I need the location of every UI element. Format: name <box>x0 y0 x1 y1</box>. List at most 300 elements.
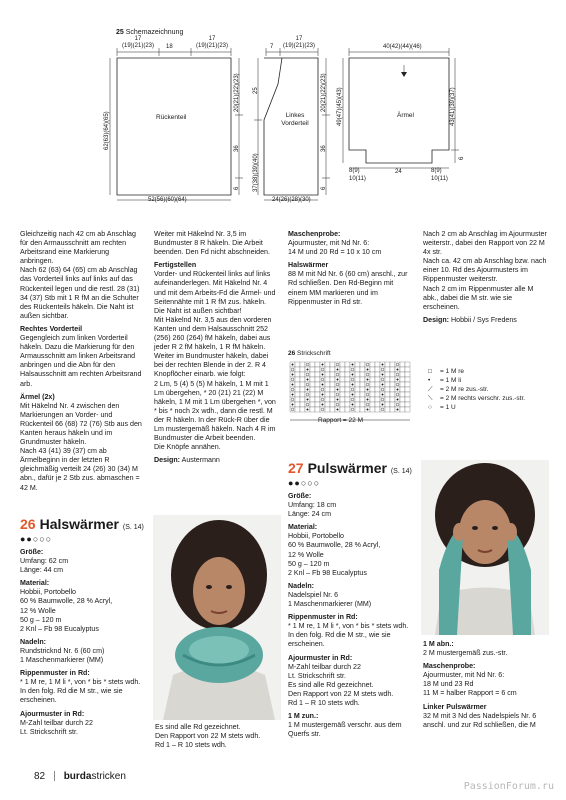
chart-cell <box>375 372 380 377</box>
s27-increase: 1 M mustergemäß verschr. aus dem Querfs str. <box>288 721 402 739</box>
legend-text: = 2 M re zus.-str. <box>440 386 489 393</box>
chart-cell <box>290 397 295 402</box>
legend-symbol: • <box>428 377 431 384</box>
chart-cell <box>330 392 335 397</box>
front-left-upper-dim: 25 <box>253 87 259 94</box>
chart-cell <box>400 372 405 377</box>
chart-symbol <box>352 394 354 396</box>
legend-symbol: □ <box>428 368 432 375</box>
chart-cell <box>385 362 390 367</box>
chart-cell <box>400 407 405 412</box>
chart-cell <box>355 377 360 382</box>
s27-size: Umfang: 18 cm Länge: 24 cm <box>288 501 337 519</box>
chart-cell <box>345 377 350 382</box>
chart-cell <box>350 367 355 372</box>
chart-cell <box>325 362 330 367</box>
chart-cell <box>325 377 330 382</box>
chart-symbol <box>352 374 354 376</box>
chart-cell <box>290 377 295 382</box>
brand-rest: stricken <box>91 771 126 782</box>
chart-cell <box>360 377 365 382</box>
sleeve-right-bottom-dim: 6 <box>459 156 465 160</box>
photo-wrist-warmers <box>421 460 549 635</box>
chart-cell <box>365 402 370 407</box>
chart-symbol <box>367 399 369 401</box>
chart-cell <box>320 387 325 392</box>
chart-cell <box>385 367 390 372</box>
chart-cell <box>385 387 390 392</box>
c4b-decrease: 2 M mustergemäß zus.-str. <box>423 649 508 658</box>
chart-cell <box>320 367 325 372</box>
watermark-text: PassionForum.ru <box>463 781 554 792</box>
legend-text: = 1 M li <box>440 377 462 384</box>
chart-cell <box>330 367 335 372</box>
section-26-page-ref: (S. 14) <box>122 524 144 531</box>
chart-cell <box>290 387 295 392</box>
chart-cell <box>340 382 345 387</box>
chart-cell <box>355 387 360 392</box>
front-right-upper-dim: 20(21)(22)(23) <box>321 73 327 112</box>
chart-cell <box>370 407 375 412</box>
chart-symbol <box>367 379 369 381</box>
chart-cell <box>325 397 330 402</box>
chart-cell <box>400 392 405 397</box>
chart-cell <box>380 407 385 412</box>
legend-text: = 1 U <box>440 404 456 411</box>
chart-symbol <box>352 404 354 406</box>
s26-heading-rib: Rippenmuster in Rd: <box>20 669 90 678</box>
chart-cell <box>370 402 375 407</box>
down-arrow-icon <box>401 72 407 77</box>
s27-heading-ajour: Ajourmuster in Rd: <box>288 653 353 662</box>
chart-cell <box>385 402 390 407</box>
legend-symbol: ⟋ <box>428 386 433 393</box>
chart-cell <box>315 402 320 407</box>
chart-cell <box>295 397 300 402</box>
chart-symbol <box>337 409 339 411</box>
chart-cell <box>365 382 370 387</box>
chart-cell <box>400 382 405 387</box>
front-top-left-dim: 7 <box>270 44 274 50</box>
chart-cell <box>400 367 405 372</box>
chart-symbol <box>397 379 399 381</box>
back-piece-outline <box>117 58 231 195</box>
sleeve-label: Ärmel <box>397 112 414 119</box>
chart-cell <box>330 397 335 402</box>
chart-cell <box>375 407 380 412</box>
col2-design-value: Austermann <box>181 456 220 465</box>
chart-cell <box>325 367 330 372</box>
chart-cell <box>305 392 310 397</box>
schematic-title-text: Schemazeichnung <box>125 29 184 36</box>
schematic-number: 25 <box>116 29 124 36</box>
section-26-number: 26 <box>20 516 36 532</box>
col4-design-value: Hobbii / Sys Fredens <box>451 315 517 324</box>
back-top-left-dim: 17 (19)(21)(23) <box>121 36 154 49</box>
chart-cell <box>300 372 305 377</box>
chart-cell <box>380 397 385 402</box>
chart-cell <box>295 407 300 412</box>
section-26-text <box>20 548 144 741</box>
chart-cell <box>360 372 365 377</box>
chart-cell <box>295 377 300 382</box>
chart-symbol <box>322 364 324 366</box>
chart-symbol <box>382 374 384 376</box>
s27-heading-material: Material: <box>288 523 318 532</box>
sleeve-top-dim: 40(42)(44)(46) <box>383 44 422 50</box>
chart-cell <box>300 382 305 387</box>
chart-cell <box>370 397 375 402</box>
chart-cell <box>330 372 335 377</box>
chart-cell <box>350 397 355 402</box>
col1-heading-front: Rechtes Vorderteil <box>20 324 83 333</box>
legend-item <box>428 377 461 384</box>
chart-cell <box>360 402 365 407</box>
chart-cell <box>340 392 345 397</box>
chart-cell <box>355 402 360 407</box>
chart-cell <box>385 407 390 412</box>
col4-para-1: Nach 2 cm ab Anschlag im Ajourmuster weiterstr., dabei den Rapport von 22 M 4x str. Nach ca. 42 cm ab Anschlag bzw. nach einer 10. Rd des Ajourmusters im Rippenmuster weiterstr. Nach 2 cm im Rippenmuster alle M abk., dabei die M str. wie sie erscheinen. <box>423 230 547 311</box>
legend-text: = 2 M rechts verschr. zus.-str. <box>440 395 526 402</box>
chart-symbol <box>337 369 339 371</box>
chart-cell <box>340 362 345 367</box>
chart-symbol <box>307 409 309 411</box>
chart-cell <box>405 377 410 382</box>
chart-cell <box>395 382 400 387</box>
chart-cell <box>335 392 340 397</box>
chart-cell <box>340 397 345 402</box>
chart-cell <box>375 377 380 382</box>
chart-cell <box>320 397 325 402</box>
chart-cell <box>360 407 365 412</box>
column-4-lower <box>423 640 547 734</box>
chart-symbol <box>307 399 309 401</box>
chart-symbol <box>382 394 384 396</box>
chart-cell <box>345 387 350 392</box>
chart-symbol <box>322 404 324 406</box>
chart-cell <box>330 382 335 387</box>
chart-cell <box>370 367 375 372</box>
chart-cell <box>390 397 395 402</box>
chart-cell <box>380 367 385 372</box>
column-1 <box>20 230 144 497</box>
s26-heading-ajour: Ajourmuster in Rd: <box>20 709 85 718</box>
chart-cell <box>315 382 320 387</box>
chart-cell <box>295 402 300 407</box>
chart-cell <box>355 382 360 387</box>
section-27-page-ref: (S. 14) <box>390 468 412 475</box>
chart-cell <box>405 367 410 372</box>
chart-cell <box>340 372 345 377</box>
s26-material: Hobbii, Portobello 60 % Baumwolle, 28 % Acryl, 12 % Wolle 50 g – 120 m 2 Knl – Fb 98 Eucalyptus <box>20 588 113 633</box>
c4b-heading-left: Linker Pulswärmer <box>423 702 487 711</box>
chart-cell <box>310 377 315 382</box>
s27-ajour: M-Zahl teilbar durch 22 Lt. Strickschrift str. Es sind alle Rd gezeichnet. Den Rapport von 22 M stets wdh. Rd 1 – R 10 stets wdh. <box>288 662 394 707</box>
chart-symbol <box>367 369 369 371</box>
chart-cell <box>300 377 305 382</box>
chart-cell <box>350 387 355 392</box>
chart-cell <box>295 382 300 387</box>
chart-symbol <box>382 384 384 386</box>
legend-item <box>428 404 456 411</box>
chart-cell <box>330 402 335 407</box>
chart-cell <box>345 407 350 412</box>
chart-cell <box>295 372 300 377</box>
chart-cell <box>385 372 390 377</box>
chart-number: 26 <box>288 350 296 357</box>
s27-material: Hobbii, Portobello 60 % Baumwolle, 28 % Acryl, 12 % Wolle 50 g – 120 m 2 Knl – Fb 98 Eucalyptus <box>288 532 381 577</box>
chart-cell <box>320 377 325 382</box>
column-2 <box>154 230 278 469</box>
page-footer <box>34 771 126 782</box>
col1-heading-sleeve: Ärmel (2x) <box>20 392 55 401</box>
chart-symbol <box>292 404 294 406</box>
chart-cell <box>325 382 330 387</box>
c4b-gauge: Ajourmuster, mit Nd Nr. 6: 18 M und 23 Rd 11 M = halber Rapport = 6 cm <box>423 671 517 698</box>
chart-cell <box>315 377 320 382</box>
chart-cell <box>300 402 305 407</box>
col3-heading-gauge: Maschenprobe: <box>288 230 341 238</box>
chart-cell <box>405 382 410 387</box>
chart-cell <box>340 402 345 407</box>
chart-cell <box>300 407 305 412</box>
chart-cell <box>355 397 360 402</box>
s27-heading-needles: Nadeln: <box>288 581 315 590</box>
s26-rib: * 1 M re, 1 M li *, von * bis * stets wdh. In den folg. Rd die M str., wie sie erscheinen. <box>20 678 141 705</box>
chart-cell <box>385 377 390 382</box>
chart-cell <box>405 392 410 397</box>
chart-cell <box>390 407 395 412</box>
chart-cell <box>310 397 315 402</box>
difficulty-rating-26: ●●○○○ <box>20 534 53 544</box>
chart-cell <box>405 372 410 377</box>
chart-cell <box>370 392 375 397</box>
photo-neck-warmer <box>153 515 281 720</box>
s26-needles: Rundstricknd Nr. 6 (60 cm) 1 Maschenmarkierer (MM) <box>20 646 105 665</box>
chart-title <box>288 350 331 357</box>
col1-para-1: Gleichzeitig nach 42 cm ab Anschlag für den Armausschnitt am rechten Arbeitsrand eine Markierung anbringen. Nach 62 (63) 64 (65) cm ab Anschlag das Vorderteil links auf links auf das Rückenteil legen und die restl. 28 (31) 34 (37) Stb mit 1 R fM an die Schulter des Rückenteils häkeln. Die Naht ist außen sichtbar. <box>20 230 140 320</box>
chart-cell <box>350 377 355 382</box>
s26-size: Umfang: 62 cm Länge: 44 cm <box>20 557 69 575</box>
col3-heading-neck: Halswärmer <box>288 261 329 270</box>
chart-cell <box>390 362 395 367</box>
chart-cell <box>375 382 380 387</box>
chart-cell <box>345 402 350 407</box>
chart-symbol <box>322 374 324 376</box>
chart-symbol <box>397 399 399 401</box>
chart-cell <box>290 407 295 412</box>
chart-cell <box>345 382 350 387</box>
chart-symbol <box>337 379 339 381</box>
chart-cell <box>360 392 365 397</box>
chart-cell <box>330 387 335 392</box>
chart-cell <box>405 407 410 412</box>
s27-heading-rib: Rippenmuster in Rd: <box>288 613 358 622</box>
chart-symbol <box>292 364 294 366</box>
chart-cell <box>335 382 340 387</box>
section-27-title <box>288 460 412 476</box>
chart-cell <box>300 362 305 367</box>
chart-cell <box>330 362 335 367</box>
legend-symbol: ⟍ <box>428 395 433 402</box>
chart-cell <box>360 362 365 367</box>
chart-symbol <box>382 364 384 366</box>
section-27-number: 27 <box>288 460 304 476</box>
chart-cell <box>400 377 405 382</box>
chart-cell <box>380 387 385 392</box>
chart-cell <box>310 407 315 412</box>
sleeve-bottom-left-dim: 8(9) 10(11) <box>349 168 366 182</box>
chart-cell <box>390 382 395 387</box>
sleeve-outline <box>349 58 449 163</box>
chart-cell <box>325 392 330 397</box>
chart-cell <box>330 377 335 382</box>
chart-cell <box>385 382 390 387</box>
chart-cell <box>400 387 405 392</box>
chart-cell <box>355 392 360 397</box>
chart-cell <box>335 372 340 377</box>
chart-cell <box>355 407 360 412</box>
chart-cell <box>405 387 410 392</box>
chart-cell <box>315 367 320 372</box>
chart-symbol <box>337 399 339 401</box>
legend-item <box>428 395 525 403</box>
chart-cell <box>385 392 390 397</box>
chart-symbol <box>307 389 309 391</box>
chart-cell <box>310 402 315 407</box>
front-label: Linkes Vorderteil <box>281 112 309 127</box>
chart-cell <box>360 397 365 402</box>
chart-symbol <box>307 379 309 381</box>
col2-para-2: Vorder- und Rückenteil links auf links aufeinanderlegen. Mit Häkelnd Nr. 4 und mit dem Arbeits-Fd die Ärmel- und Seitennähte mit 1 R fM zus. häkeln. Die Naht ist außen sichtbar! Mit Häkelnd Nr. 3,5 aus den vorderen Kanten und dem Halsausschnitt 252 (256) 260 (264) fM häkeln, dabei aus jeder R 2 fM häkeln, 1 R fM häkeln. Weiter im Bundmuster häkeln, dabei bei der rechten Blende in der 2. R 4 Knopflöcher einarb. wie folgt: 2 Lm, 5 (4) 5 (5) M häkeln, 1 M mit 1 Lm übergehen, * 20 (21) 21 (22) M häkeln, 1 M mit 1 Lm übergehen *, von * bis * noch 2x wdh., dann die restl. M der R häkeln. In der Rück-R über die Lm mustergemäß häkeln. Nach 4 R im Bundmuster die Arbeit beenden. Die Knöpfe annähen. <box>154 270 276 452</box>
chart-symbol <box>337 389 339 391</box>
s26-heading-needles: Nadeln: <box>20 637 47 646</box>
chart-cell <box>310 362 315 367</box>
chart-cell <box>400 397 405 402</box>
chart-cell <box>390 392 395 397</box>
col1-para-2: Gegengleich zum linken Vorderteil häkeln. Dazu die Markierung für den Armausschnitt am linken Arbeitsrand anbringen und die Abn für den Halsausschnitt am rechten Arbeitsrand arb. <box>20 334 142 388</box>
s27-rib: * 1 M re, 1 M li *, von * bis * stets wdh. In den folg. Rd die M str., wie sie erscheinen. <box>288 622 409 649</box>
section-26-name: Halswärmer <box>39 516 119 532</box>
col1-para-3: Mit Häkelnd Nr. 4 zwischen den Markierungen an Vorder- und Rückenteil 66 (68) 72 (76) Stb aus den Kanten heraus häkeln und im Grundmuster häkeln. Nach 43 (41) 39 (37) cm ab Ärmelbeginn in der letzten R gleichmäßig verteilt 24 (26) 30 (34) M abn., dafür je 2 Stb zus. abmaschen = 42 M. <box>20 401 142 492</box>
chart-symbol <box>397 389 399 391</box>
chart-cell <box>330 407 335 412</box>
chart-cell <box>295 387 300 392</box>
chart-cell <box>315 397 320 402</box>
chart-cell <box>340 407 345 412</box>
front-top-right-dim: 17 (19)(21)(23) <box>282 36 315 49</box>
chart-cell <box>375 367 380 372</box>
chart-cell <box>375 397 380 402</box>
photo-26-caption: Es sind alle Rd gezeichnet. Den Rapport von 22 M stets wdh. Rd 1 – R 10 stets wdh. <box>155 723 261 750</box>
chart-cell <box>345 392 350 397</box>
chart-cell <box>325 372 330 377</box>
back-right-lower-dim: 36 <box>234 145 240 152</box>
back-top-mid-dim: 18 <box>166 44 173 50</box>
chart-cell <box>295 367 300 372</box>
chart-cell <box>340 367 345 372</box>
chart-cell <box>305 362 310 367</box>
chart-cell <box>290 367 295 372</box>
chart-symbol <box>322 384 324 386</box>
chart-cell <box>390 377 395 382</box>
legend-item <box>428 368 464 375</box>
col4-design-label: Design: <box>423 315 450 324</box>
column-3 <box>288 230 412 311</box>
s27-needles: Nadelspiel Nr. 6 1 Maschenmarkierer (MM) <box>288 590 372 609</box>
chart-cell <box>295 362 300 367</box>
chart-cell <box>360 367 365 372</box>
chart-cell <box>360 382 365 387</box>
chart-cell <box>375 387 380 392</box>
col3-para-2: 88 M mit Nd Nr. 6 (60 cm) anschl., zur Rd schließen. Den Rd-Beginn mit einem MM markieren und im Rippenmuster in Rd str. <box>288 270 408 306</box>
chart-cell <box>345 397 350 402</box>
chart-symbol <box>292 374 294 376</box>
chart-cell <box>370 387 375 392</box>
front-right-lower-dim: 36 <box>321 145 327 152</box>
chart-symbol <box>397 369 399 371</box>
sleeve-bottom-mid-dim: 24 <box>395 169 402 175</box>
legend-symbol: ○ <box>428 404 432 411</box>
brand-bold: burda <box>63 771 92 782</box>
chart-cell <box>325 387 330 392</box>
chart-cell <box>400 402 405 407</box>
chart-cell <box>305 382 310 387</box>
chart-cell <box>390 387 395 392</box>
schematic-drawing <box>0 0 566 215</box>
chart-cell <box>385 397 390 402</box>
chart-cell <box>390 402 395 407</box>
chart-cell <box>360 387 365 392</box>
chart-symbol <box>307 369 309 371</box>
column-4 <box>423 230 547 329</box>
sleeve-bottom-right-dim: 8(9) 10(11) <box>431 168 448 182</box>
chart-cell <box>325 402 330 407</box>
c4b-heading-gauge: Maschenprobe: <box>423 662 476 671</box>
chart-cell <box>315 407 320 412</box>
chart-symbol <box>292 384 294 386</box>
s27-heading-size: Größe: <box>288 492 312 500</box>
chart-cell <box>395 372 400 377</box>
section-27-name: Pulswärmer <box>307 460 387 476</box>
col2-design-label: Design: <box>154 456 181 465</box>
legend-item <box>428 386 489 394</box>
chart-cell <box>320 407 325 412</box>
chart-cell <box>310 367 315 372</box>
chart-symbol <box>292 394 294 396</box>
col2-para-1: Weiter mit Häkelnd Nr. 3,5 im Bundmuster 8 R häkeln. Die Arbeit beenden. Den Fd nicht abschneiden. <box>154 230 270 257</box>
sleeve-left-dim: 49(47)(45)(43) <box>337 87 343 126</box>
chart-symbol <box>352 364 354 366</box>
chart-cell <box>375 402 380 407</box>
chart-cell <box>310 382 315 387</box>
chart-cell <box>335 362 340 367</box>
section-26-title <box>20 516 144 532</box>
chart-cell <box>375 392 380 397</box>
back-right-bottom-dim: 6 <box>234 186 240 190</box>
chart-cell <box>310 387 315 392</box>
chart-cell <box>350 407 355 412</box>
chart-cell <box>365 362 370 367</box>
page-number: 82 <box>34 771 46 782</box>
sleeve-right-dim: 43(41)(39)(37) <box>450 87 456 126</box>
c4b-heading-decrease: 1 M abn.: <box>423 640 454 648</box>
chart-cell <box>345 362 350 367</box>
back-top-right-dim: 17 (19)(21)(23) <box>195 36 228 49</box>
chart-symbol <box>322 394 324 396</box>
chart-cell <box>395 392 400 397</box>
chart-cell <box>390 372 395 377</box>
